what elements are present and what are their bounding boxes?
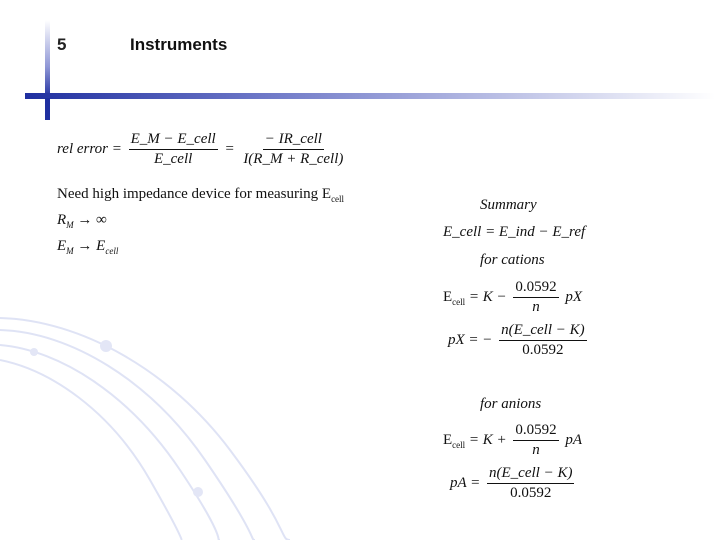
px-equation [448,323,590,358]
pa-fraction [487,466,574,501]
limit-variable: R [57,212,67,228]
limit-em [57,238,118,256]
limit-rm [57,212,107,230]
error-fraction-1 [129,132,218,167]
px-fraction [499,323,586,358]
anion-fraction [513,423,558,458]
statement-text: Need high impedance device for measuring E [57,186,332,202]
eq-lhs-subscript: cell [452,296,466,307]
fraction-numerator: E_M − E_cell [129,132,218,150]
cations-label: for cations [480,252,545,268]
limit-subscript: M [66,246,74,256]
fraction-denominator: n [532,442,540,458]
fraction-denominator: I(R_M + R_cell) [243,151,344,167]
fraction-numerator: n(E_cell − K) [487,466,574,484]
fraction-denominator: E_cell [153,151,193,167]
anions-label: for anions [480,396,542,412]
eq-lhs: pA = [450,474,481,491]
slide-number: 5 [57,35,67,54]
fraction-denominator: 0.0592 [510,485,552,501]
eq-tail: pX [565,288,583,305]
swoosh-dots [30,340,203,497]
vertical-accent-bar-top [45,20,50,98]
eq-lhs: E [443,288,453,305]
eq-lhs: E [443,431,453,448]
limit-rhs: → ∞ [77,212,107,228]
summary-title: Summary [480,197,537,213]
cation-fraction [513,280,558,315]
eq-mid: = K − [468,288,507,305]
fraction-numerator: 0.0592 [513,423,558,441]
eq-tail: pA [565,431,583,448]
error-lhs: rel error = [57,140,122,157]
equals-sign: = [224,140,235,157]
fraction-denominator: n [532,299,540,315]
relative-error-equation [57,132,348,167]
cation-equation [443,280,582,315]
slide-title: Instruments [130,35,228,54]
cell-potential-equation: E_cell = E_ind − E_ref [443,224,586,240]
limit-rhs: → E [77,238,106,254]
eq-lhs: pX = − [448,331,493,348]
anion-equation [443,423,582,458]
fraction-numerator: 0.0592 [513,280,558,298]
vertical-accent-bar-bottom [45,98,50,120]
limit-rhs-subscript: cell [105,246,119,256]
fraction-denominator: 0.0592 [522,342,564,358]
eq-mid: = K + [468,431,507,448]
fraction-numerator: − IR_cell [263,132,324,150]
limit-variable: E [57,238,67,254]
eq-lhs-subscript: cell [452,439,466,450]
horizontal-accent-bar [25,93,715,99]
swoosh-lines [0,318,290,540]
pa-equation [450,466,577,501]
limit-subscript: M [66,220,74,230]
impedance-statement [57,186,344,204]
fraction-numerator: n(E_cell − K) [499,323,586,341]
error-fraction-2 [241,132,345,167]
statement-subscript: cell [331,194,345,204]
